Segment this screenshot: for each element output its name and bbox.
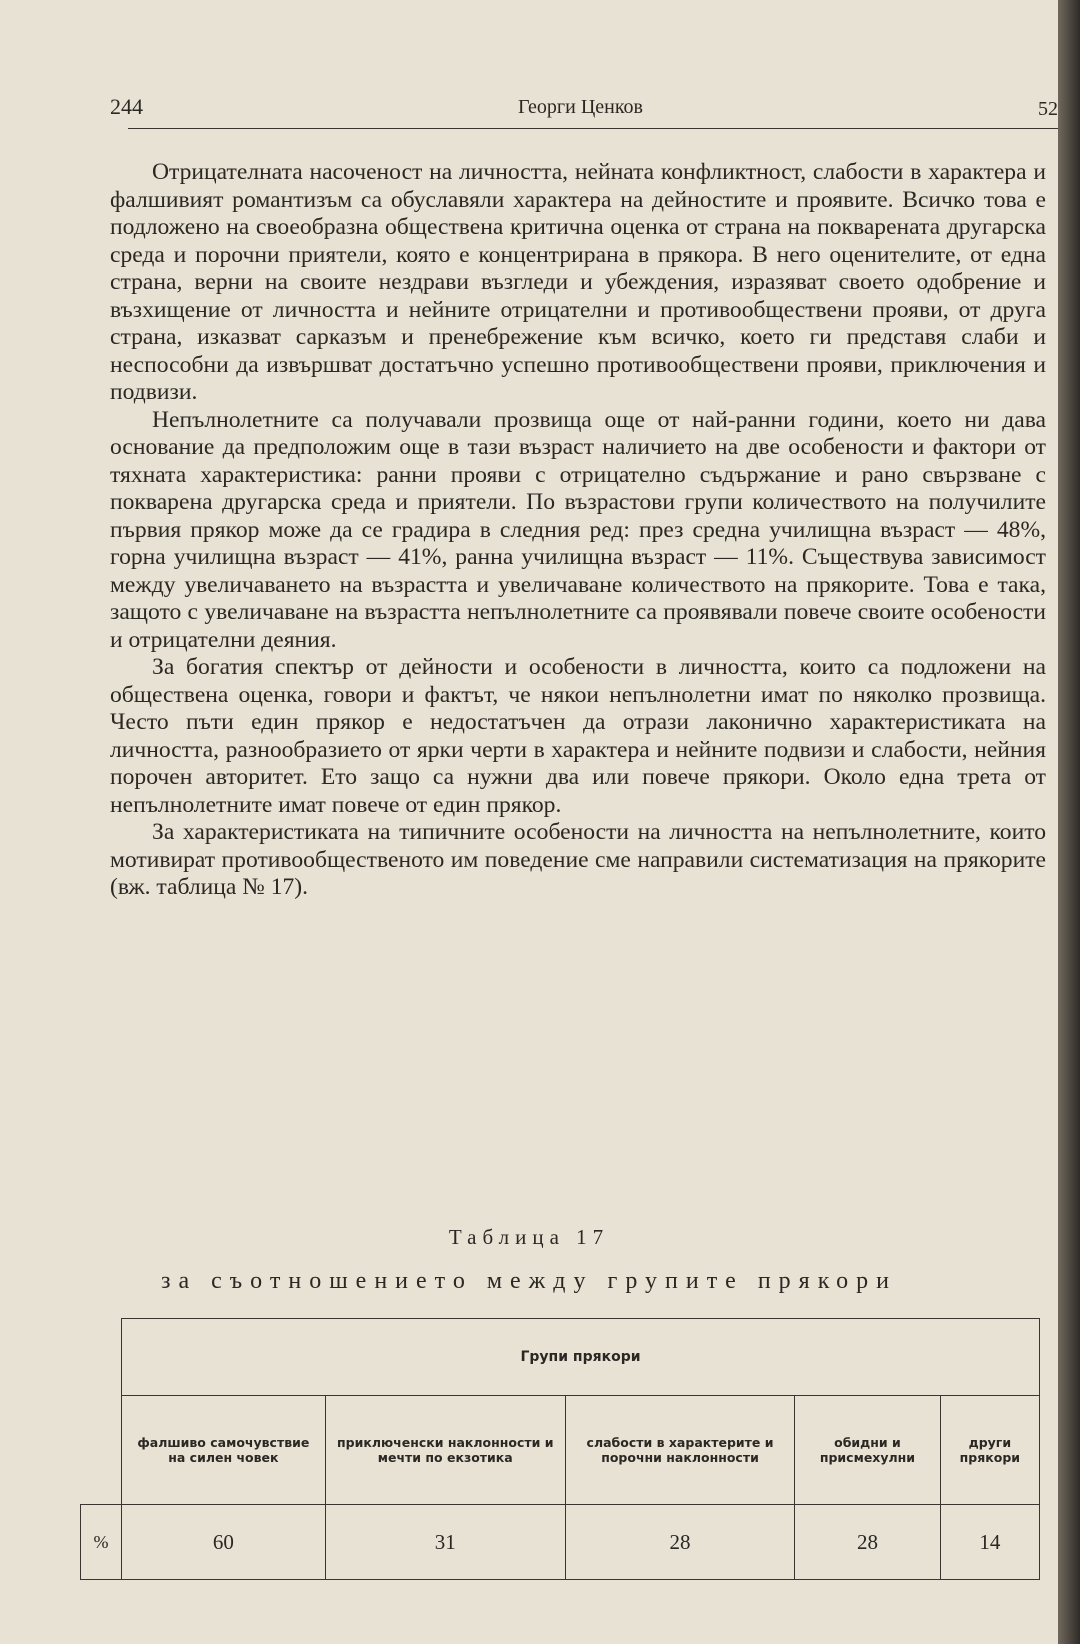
column-header: обидни и присмехулни: [795, 1396, 940, 1505]
column-header: други прякори: [940, 1396, 1039, 1505]
table-title: за съотношението между групите прякори: [160, 1268, 897, 1294]
edge-page-number: 52: [1038, 98, 1058, 120]
page-header: [110, 94, 1058, 128]
running-title: Георги Ценков: [518, 96, 643, 118]
table-cell: 60: [122, 1505, 326, 1580]
column-header: фалшиво самочувствие на силен човек: [122, 1396, 326, 1505]
paragraph: Непълнолетните са получавали прозвища още от най-ранни години, което ни дава основание да предположим още в тази възраст наличието на две особености и фактори от тяхната характеристика: ранни прояви с отрицателно съдържание и рано свързване с покварена другарска среда и приятели. По възрастови групи количеството на получилите първия прякор може да се градира в следния ред: през средна училищна възраст — 48%, горна училищна възраст — 41%, ранна училищна възраст — 11%. Съществува зависимост между увеличаването на възрастта и увеличаване количеството на прякорите. Това е така, защото с увеличаване на възрастта непълнолетните са проявявали повече своите особености и отрицателни деяния.: [110, 406, 1046, 653]
table-corner: [81, 1319, 122, 1505]
paragraph: За богатия спектър от дейности и особености в личността, които са подложени на обществена оценка, говори и фактът, че някои непълнолетни имат по няколко прозвища. Често пъти един прякор е недостатъчен да отрази лаконично характеристиката на личността, разнообразието от ярки черти в характера и нейните подвизи и слабости, нейния порочен авторитет. Ето защо са нужни два или повече прякори. Около една трета от непълнолетните имат повече от един прякор.: [110, 654, 1046, 818]
paragraph: За характеристиката на типичните особености на личността на непълнолетните, които мотивират противообщественото им поведение сме направили систематизация на прякорите (вж. таблица № 17).: [110, 819, 1046, 900]
row-label: %: [81, 1505, 122, 1580]
table-cell: 31: [325, 1505, 565, 1580]
table-cell: 28: [565, 1505, 794, 1580]
nickname-table: [80, 1318, 1040, 1580]
column-header: приключенски наклонности и мечти по екзотика: [325, 1396, 565, 1505]
table-cell: 28: [795, 1505, 940, 1580]
column-header: слабости в характерите и порочни наклонности: [565, 1396, 794, 1505]
page-number: 244: [110, 94, 143, 119]
paragraph: Отрицателната насоченост на личността, нейната конфликтност, слабости в характера и фалшивият романтизъм са обуславяли характера на дейностите и проявите. Всичко това е подложено на своеобразна обществена критична оценка от страна на покварената другарска среда и порочни приятели, която е концентрирана в прякора. В него оценителите, от една страна, верни на своите нездрави възгледи и убеждения, изразяват своето одобрение и възхищение от личността и нейните отрицателни и противообществени прояви, от друга страна, изказват сарказъм и пренебрежение към всичко, което ги представя слаби и неспособни да извършват достатъчно успешно противообществени прояви, приключения и подвизи.: [110, 159, 1046, 405]
group-header: Групи прякори: [122, 1319, 1040, 1396]
header-rule: [128, 128, 1058, 129]
table-caption: Таблица 17: [448, 1225, 610, 1249]
table-cell: 14: [940, 1505, 1039, 1580]
body-text: [110, 159, 1046, 902]
page-edge: [1058, 0, 1080, 1644]
